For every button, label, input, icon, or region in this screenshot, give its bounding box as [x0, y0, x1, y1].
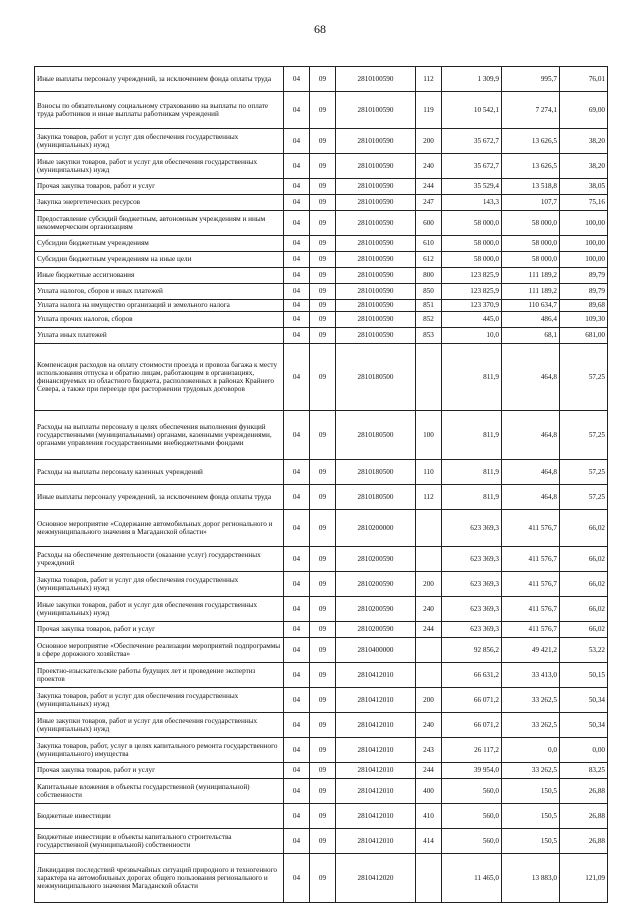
cell-fact: 111 189,2	[502, 284, 560, 300]
cell-name: Предоставление субсидий бюджетным, автономным учреждениям и иным некоммерческим организациям	[35, 211, 284, 236]
cell-csr: 2810180500	[336, 344, 416, 411]
cell-pct: 50,34	[560, 713, 608, 738]
cell-name: Прочая закупка товаров, работ и услуг	[35, 763, 284, 779]
cell-vr: 112	[416, 67, 442, 92]
cell-fact: 33 262,5	[502, 688, 560, 713]
cell-csr: 2810100590	[336, 154, 416, 179]
cell-vr: 600	[416, 211, 442, 236]
table-row	[35, 688, 608, 713]
table-row	[35, 268, 608, 284]
cell-rz: 04	[284, 597, 310, 622]
table-row	[35, 284, 608, 300]
cell-csr: 2810200590	[336, 622, 416, 638]
table-row	[35, 763, 608, 779]
cell-vr: 240	[416, 597, 442, 622]
cell-vr: 244	[416, 179, 442, 195]
cell-rz: 04	[284, 829, 310, 854]
cell-pr: 09	[310, 284, 336, 300]
cell-name: Уплата прочих налогов, сборов	[35, 312, 284, 328]
cell-pr: 09	[310, 67, 336, 92]
cell-fact: 464,8	[502, 460, 560, 485]
cell-csr: 2810200590	[336, 572, 416, 597]
cell-fact: 33 413,0	[502, 663, 560, 688]
cell-fact: 33 262,5	[502, 713, 560, 738]
cell-fact: 411 576,7	[502, 572, 560, 597]
cell-rz: 04	[284, 344, 310, 411]
cell-name: Субсидии бюджетным учреждениям	[35, 236, 284, 252]
cell-plan: 66 071,2	[442, 713, 502, 738]
cell-vr: 240	[416, 713, 442, 738]
cell-pct: 57,25	[560, 411, 608, 460]
cell-fact: 150,5	[502, 779, 560, 804]
table-row	[35, 829, 608, 854]
cell-plan: 35 672,7	[442, 154, 502, 179]
table-row	[35, 460, 608, 485]
cell-plan: 66 071,2	[442, 688, 502, 713]
cell-name: Иные закупки товаров, работ и услуг для обеспечения государственных (муниципальных) нужд	[35, 597, 284, 622]
cell-pct: 38,20	[560, 129, 608, 154]
cell-plan: 58 000,0	[442, 236, 502, 252]
cell-pr: 09	[310, 829, 336, 854]
cell-pct: 57,25	[560, 460, 608, 485]
cell-rz: 04	[284, 92, 310, 129]
cell-pr: 09	[310, 211, 336, 236]
cell-fact: 58 000,0	[502, 236, 560, 252]
cell-vr: 414	[416, 829, 442, 854]
cell-name: Закупка товаров, работ и услуг для обеспечения государственных (муниципальных) нужд	[35, 688, 284, 713]
cell-vr	[416, 510, 442, 547]
cell-plan: 623 369,3	[442, 510, 502, 547]
cell-pct: 26,88	[560, 829, 608, 854]
cell-name: Закупка энергетических ресурсов	[35, 195, 284, 211]
cell-pr: 09	[310, 510, 336, 547]
cell-rz: 04	[284, 638, 310, 663]
cell-pct: 100,00	[560, 236, 608, 252]
cell-plan: 123 825,9	[442, 268, 502, 284]
cell-vr	[416, 344, 442, 411]
cell-vr: 243	[416, 738, 442, 763]
cell-pr: 09	[310, 129, 336, 154]
cell-plan: 811,9	[442, 411, 502, 460]
table-row	[35, 713, 608, 738]
cell-pr: 09	[310, 411, 336, 460]
cell-pr: 09	[310, 763, 336, 779]
cell-rz: 04	[284, 284, 310, 300]
cell-csr: 2810412010	[336, 738, 416, 763]
table-row	[35, 179, 608, 195]
cell-vr: 200	[416, 572, 442, 597]
table-row	[35, 344, 608, 411]
table-row	[35, 804, 608, 829]
cell-pr: 09	[310, 328, 336, 344]
cell-plan: 560,0	[442, 804, 502, 829]
cell-vr: 410	[416, 804, 442, 829]
cell-pct: 38,05	[560, 179, 608, 195]
table-row	[35, 236, 608, 252]
cell-vr: 200	[416, 129, 442, 154]
cell-name: Взносы по обязательному социальному страхованию на выплаты по оплате труда работников и иные выплаты работникам учреждений	[35, 92, 284, 129]
cell-fact: 486,4	[502, 312, 560, 328]
cell-name: Иные бюджетные ассигнования	[35, 268, 284, 284]
cell-rz: 04	[284, 67, 310, 92]
table-row	[35, 211, 608, 236]
cell-rz: 04	[284, 854, 310, 903]
table-row	[35, 411, 608, 460]
cell-csr: 2810180500	[336, 485, 416, 510]
cell-rz: 04	[284, 236, 310, 252]
cell-csr: 2810100590	[336, 328, 416, 344]
cell-vr: 610	[416, 236, 442, 252]
cell-pct: 53,22	[560, 638, 608, 663]
cell-pr: 09	[310, 312, 336, 328]
table-row	[35, 547, 608, 572]
cell-rz: 04	[284, 129, 310, 154]
table-row	[35, 779, 608, 804]
cell-name: Закупка товаров, работ и услуг для обеспечения государственных (муниципальных) нужд	[35, 129, 284, 154]
table-row	[35, 510, 608, 547]
cell-rz: 04	[284, 804, 310, 829]
cell-pct: 75,16	[560, 195, 608, 211]
cell-plan: 39 954,0	[442, 763, 502, 779]
cell-rz: 04	[284, 154, 310, 179]
cell-pct: 57,25	[560, 485, 608, 510]
cell-fact: 58 000,0	[502, 252, 560, 268]
cell-vr: 244	[416, 622, 442, 638]
cell-plan: 445,0	[442, 312, 502, 328]
cell-vr: 244	[416, 763, 442, 779]
cell-fact: 107,7	[502, 195, 560, 211]
cell-rz: 04	[284, 252, 310, 268]
table-row	[35, 154, 608, 179]
cell-fact: 411 576,7	[502, 547, 560, 572]
cell-vr: 851	[416, 300, 442, 312]
cell-pr: 09	[310, 663, 336, 688]
cell-name: Иные закупки товаров, работ и услуг для обеспечения государственных (муниципальных) нужд	[35, 713, 284, 738]
cell-plan: 623 369,3	[442, 572, 502, 597]
cell-name: Ликвидация последствий чрезвычайных ситуаций природного и техногенного характера на автомобильных дорогах общего пользования регионального и межмуниципального значения Магаданской области	[35, 854, 284, 903]
cell-pr: 09	[310, 154, 336, 179]
cell-csr: 2810200000	[336, 510, 416, 547]
cell-pct: 38,20	[560, 154, 608, 179]
cell-csr: 2810180500	[336, 460, 416, 485]
table-row	[35, 195, 608, 211]
cell-csr: 2810412010	[336, 804, 416, 829]
cell-fact: 68,1	[502, 328, 560, 344]
cell-vr: 850	[416, 284, 442, 300]
cell-vr	[416, 547, 442, 572]
cell-name: Основное мероприятие «Содержание автомобильных дорог регионального и межмуниципального значения в Магаданской области»	[35, 510, 284, 547]
cell-csr: 2810412010	[336, 779, 416, 804]
cell-vr: 112	[416, 485, 442, 510]
cell-pct: 26,88	[560, 804, 608, 829]
cell-vr: 800	[416, 268, 442, 284]
cell-plan: 811,9	[442, 485, 502, 510]
cell-rz: 04	[284, 622, 310, 638]
cell-csr: 2810412020	[336, 854, 416, 903]
cell-fact: 13 626,5	[502, 154, 560, 179]
cell-rz: 04	[284, 460, 310, 485]
table-row	[35, 129, 608, 154]
cell-pr: 09	[310, 572, 336, 597]
cell-rz: 04	[284, 485, 310, 510]
cell-fact: 150,5	[502, 804, 560, 829]
table-row	[35, 597, 608, 622]
cell-plan: 811,9	[442, 344, 502, 411]
cell-rz: 04	[284, 572, 310, 597]
cell-pr: 09	[310, 779, 336, 804]
cell-pr: 09	[310, 547, 336, 572]
cell-csr: 2810180500	[336, 411, 416, 460]
cell-fact: 411 576,7	[502, 622, 560, 638]
cell-vr: 110	[416, 460, 442, 485]
cell-vr	[416, 638, 442, 663]
cell-pct: 83,25	[560, 763, 608, 779]
cell-csr: 2810100590	[336, 268, 416, 284]
cell-pr: 09	[310, 300, 336, 312]
cell-name: Основное мероприятие «Обеспечение реализации мероприятий подпрограммы в сфере дорожного хозяйства»	[35, 638, 284, 663]
cell-plan: 11 465,0	[442, 854, 502, 903]
cell-vr: 400	[416, 779, 442, 804]
cell-rz: 04	[284, 268, 310, 284]
cell-csr: 2810400000	[336, 638, 416, 663]
cell-pct: 109,30	[560, 312, 608, 328]
table-row	[35, 622, 608, 638]
cell-csr: 2810412010	[336, 663, 416, 688]
cell-csr: 2810100590	[336, 252, 416, 268]
cell-fact: 411 576,7	[502, 597, 560, 622]
cell-pct: 100,00	[560, 211, 608, 236]
cell-pr: 09	[310, 344, 336, 411]
cell-name: Иные выплаты персоналу учреждений, за исключением фонда оплаты труда	[35, 67, 284, 92]
cell-name: Бюджетные инвестиции в объекты капитального строительства государственной (муниципальной) собственности	[35, 829, 284, 854]
cell-rz: 04	[284, 688, 310, 713]
cell-plan: 123 825,9	[442, 284, 502, 300]
cell-pct: 66,02	[560, 622, 608, 638]
cell-pct: 66,02	[560, 597, 608, 622]
budget-table	[34, 66, 608, 903]
cell-vr: 853	[416, 328, 442, 344]
cell-csr: 2810412010	[336, 688, 416, 713]
cell-name: Уплата иных платежей	[35, 328, 284, 344]
cell-fact: 13 518,8	[502, 179, 560, 195]
cell-pct: 50,34	[560, 688, 608, 713]
cell-pr: 09	[310, 854, 336, 903]
cell-plan: 623 369,3	[442, 597, 502, 622]
cell-rz: 04	[284, 738, 310, 763]
cell-name: Расходы на обеспечение деятельности (оказание услуг) государственных учреждений	[35, 547, 284, 572]
cell-csr: 2810100590	[336, 284, 416, 300]
cell-plan: 560,0	[442, 779, 502, 804]
cell-plan: 10,0	[442, 328, 502, 344]
cell-rz: 04	[284, 211, 310, 236]
cell-fact: 110 634,7	[502, 300, 560, 312]
cell-name: Прочая закупка товаров, работ и услуг	[35, 622, 284, 638]
cell-pr: 09	[310, 597, 336, 622]
cell-plan: 58 000,0	[442, 252, 502, 268]
cell-plan: 623 369,3	[442, 622, 502, 638]
cell-plan: 35 672,7	[442, 129, 502, 154]
cell-csr: 2810200590	[336, 597, 416, 622]
cell-csr: 2810100590	[336, 179, 416, 195]
cell-rz: 04	[284, 763, 310, 779]
cell-rz: 04	[284, 179, 310, 195]
cell-pct: 76,01	[560, 67, 608, 92]
cell-pct: 57,25	[560, 344, 608, 411]
cell-pr: 09	[310, 622, 336, 638]
cell-pct: 66,02	[560, 572, 608, 597]
table-row	[35, 854, 608, 903]
cell-fact: 58 000,0	[502, 211, 560, 236]
cell-fact: 995,7	[502, 67, 560, 92]
cell-rz: 04	[284, 411, 310, 460]
table-row	[35, 328, 608, 344]
cell-pct: 121,09	[560, 854, 608, 903]
cell-plan: 1 309,9	[442, 67, 502, 92]
cell-name: Проектно-изыскательские работы будущих лет и проведение экспертиз проектов	[35, 663, 284, 688]
cell-plan: 560,0	[442, 829, 502, 854]
table-row	[35, 638, 608, 663]
cell-rz: 04	[284, 195, 310, 211]
cell-rz: 04	[284, 300, 310, 312]
cell-fact: 150,5	[502, 829, 560, 854]
table-row	[35, 92, 608, 129]
cell-plan: 35 529,4	[442, 179, 502, 195]
cell-pct: 89,79	[560, 268, 608, 284]
cell-plan: 143,3	[442, 195, 502, 211]
cell-csr: 2810100590	[336, 312, 416, 328]
cell-name: Закупка товаров, работ, услуг в целях капитального ремонта государственного (муниципального) имущества	[35, 738, 284, 763]
cell-name: Закупка товаров, работ и услуг для обеспечения государственных (муниципальных) нужд	[35, 572, 284, 597]
cell-rz: 04	[284, 779, 310, 804]
cell-pct: 89,79	[560, 284, 608, 300]
cell-csr: 2810100590	[336, 236, 416, 252]
cell-pr: 09	[310, 460, 336, 485]
cell-plan: 66 631,2	[442, 663, 502, 688]
cell-vr	[416, 663, 442, 688]
cell-plan: 58 000,0	[442, 211, 502, 236]
cell-csr: 2810100590	[336, 92, 416, 129]
cell-rz: 04	[284, 312, 310, 328]
cell-plan: 811,9	[442, 460, 502, 485]
cell-fact: 464,8	[502, 485, 560, 510]
cell-csr: 2810412010	[336, 763, 416, 779]
cell-fact: 33 262,5	[502, 763, 560, 779]
cell-vr: 240	[416, 154, 442, 179]
cell-pr: 09	[310, 804, 336, 829]
cell-pct: 26,88	[560, 779, 608, 804]
cell-name: Субсидии бюджетным учреждениям на иные цели	[35, 252, 284, 268]
cell-vr: 100	[416, 411, 442, 460]
cell-pct: 66,02	[560, 547, 608, 572]
cell-csr: 2810100590	[336, 300, 416, 312]
cell-rz: 04	[284, 510, 310, 547]
cell-vr: 852	[416, 312, 442, 328]
cell-csr: 2810100590	[336, 211, 416, 236]
cell-csr: 2810100590	[336, 67, 416, 92]
cell-csr: 2810412010	[336, 829, 416, 854]
cell-rz: 04	[284, 713, 310, 738]
cell-pr: 09	[310, 195, 336, 211]
table-row	[35, 252, 608, 268]
cell-pct: 69,00	[560, 92, 608, 129]
table-row	[35, 572, 608, 597]
cell-vr: 247	[416, 195, 442, 211]
cell-csr: 2810100590	[336, 195, 416, 211]
cell-pr: 09	[310, 485, 336, 510]
cell-pr: 09	[310, 268, 336, 284]
cell-pr: 09	[310, 713, 336, 738]
cell-name: Уплата налога на имущество организаций и земельного налога	[35, 300, 284, 312]
cell-fact: 111 189,2	[502, 268, 560, 284]
cell-name: Иные выплаты персоналу учреждений, за исключением фонда оплаты труда	[35, 485, 284, 510]
cell-plan: 26 117,2	[442, 738, 502, 763]
cell-name: Расходы на выплаты персоналу в целях обеспечения выполнения функций государственными (муниципальными) органами, казенными учреждениями, органами управления государственными внебюджетными фондами	[35, 411, 284, 460]
cell-rz: 04	[284, 663, 310, 688]
cell-vr	[416, 854, 442, 903]
cell-fact: 13 883,0	[502, 854, 560, 903]
cell-name: Иные закупки товаров, работ и услуг для обеспечения государственных (муниципальных) нужд	[35, 154, 284, 179]
cell-plan: 123 370,9	[442, 300, 502, 312]
cell-pct: 681,00	[560, 328, 608, 344]
cell-pct: 66,02	[560, 510, 608, 547]
table-row	[35, 67, 608, 92]
cell-name: Бюджетные инвестиции	[35, 804, 284, 829]
cell-name: Расходы на выплаты персоналу казенных учреждений	[35, 460, 284, 485]
cell-pr: 09	[310, 638, 336, 663]
cell-fact: 49 421,2	[502, 638, 560, 663]
cell-vr: 119	[416, 92, 442, 129]
cell-name: Уплата налогов, сборов и иных платежей	[35, 284, 284, 300]
cell-pct: 0,00	[560, 738, 608, 763]
cell-vr: 612	[416, 252, 442, 268]
table-row	[35, 300, 608, 312]
table-row	[35, 312, 608, 328]
cell-fact: 7 274,1	[502, 92, 560, 129]
cell-vr: 200	[416, 688, 442, 713]
table-row	[35, 738, 608, 763]
cell-pr: 09	[310, 738, 336, 763]
cell-csr: 2810200590	[336, 547, 416, 572]
cell-fact: 13 626,5	[502, 129, 560, 154]
cell-fact: 0,0	[502, 738, 560, 763]
cell-csr: 2810412010	[336, 713, 416, 738]
cell-pct: 100,00	[560, 252, 608, 268]
cell-rz: 04	[284, 328, 310, 344]
cell-csr: 2810100590	[336, 129, 416, 154]
cell-fact: 464,8	[502, 411, 560, 460]
cell-plan: 623 369,3	[442, 547, 502, 572]
cell-name: Компенсация расходов на оплату стоимости проезда и провоза багажа к месту использования отпуска и обратно лицам, работающим в организациях, финансируемых из областного бюджета, расположенных в районах Крайнего Севера, а также при переезде при расторжении трудовых договоров	[35, 344, 284, 411]
cell-pct: 89,68	[560, 300, 608, 312]
cell-plan: 10 542,1	[442, 92, 502, 129]
cell-pr: 09	[310, 236, 336, 252]
page-number: 68	[314, 22, 326, 36]
cell-pr: 09	[310, 688, 336, 713]
cell-name: Прочая закупка товаров, работ и услуг	[35, 179, 284, 195]
cell-pct: 50,15	[560, 663, 608, 688]
table-row	[35, 485, 608, 510]
cell-pr: 09	[310, 252, 336, 268]
cell-fact: 411 576,7	[502, 510, 560, 547]
cell-plan: 92 856,2	[442, 638, 502, 663]
cell-pr: 09	[310, 179, 336, 195]
cell-pr: 09	[310, 92, 336, 129]
cell-name: Капитальные вложения в объекты государственной (муниципальной) собственности	[35, 779, 284, 804]
cell-rz: 04	[284, 547, 310, 572]
table-row	[35, 663, 608, 688]
cell-fact: 464,8	[502, 344, 560, 411]
